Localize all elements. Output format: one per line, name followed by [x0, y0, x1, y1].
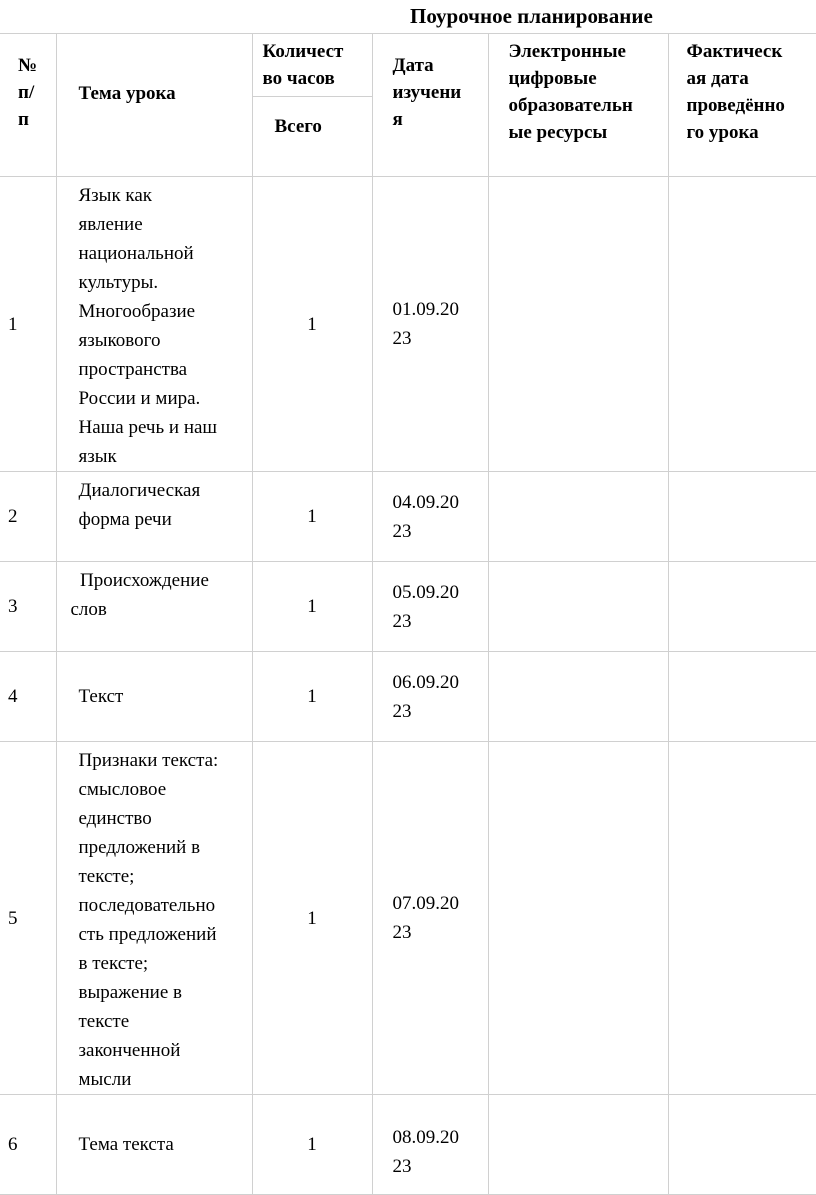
- header-total: Всего: [252, 97, 372, 177]
- header-hours: Количест во часов: [252, 34, 372, 97]
- lesson-plan-table: [0, 33, 816, 1195]
- row-topic: Признаки текста: смысловое единство предложений в тексте; последовательно сть предложений в тексте; выражение в тексте законченной мысли: [56, 742, 252, 1095]
- row-fact-date: [668, 562, 816, 652]
- table-row: [0, 742, 816, 1095]
- row-resources: [488, 742, 668, 1095]
- row-date: 01.09.20 23: [372, 177, 488, 472]
- row-hours: 1: [252, 1095, 372, 1195]
- row-topic: Текст: [56, 652, 252, 742]
- row-resources: [488, 652, 668, 742]
- row-number: 1: [0, 177, 56, 472]
- row-resources: [488, 562, 668, 652]
- header-topic: Тема урока: [56, 34, 252, 177]
- header-row: [0, 34, 816, 97]
- row-date: 07.09.20 23: [372, 742, 488, 1095]
- row-number: 4: [0, 652, 56, 742]
- table-row: [0, 177, 816, 472]
- row-hours: 1: [252, 562, 372, 652]
- row-topic: Происхождение слов: [56, 562, 252, 652]
- row-topic: Язык как явление национальной культуры. Многообразие языкового пространства России и мира. Наша речь и наш язык: [56, 177, 252, 472]
- row-hours: 1: [252, 472, 372, 562]
- table-row: [0, 652, 816, 742]
- row-number: 5: [0, 742, 56, 1095]
- row-topic: Тема текста: [56, 1095, 252, 1195]
- row-hours: 1: [252, 177, 372, 472]
- row-hours: 1: [252, 742, 372, 1095]
- row-resources: [488, 177, 668, 472]
- row-number: 2: [0, 472, 56, 562]
- row-date: 04.09.20 23: [372, 472, 488, 562]
- table-row: [0, 1095, 816, 1195]
- row-resources: [488, 1095, 668, 1195]
- row-fact-date: [668, 177, 816, 472]
- row-resources: [488, 472, 668, 562]
- row-number: 6: [0, 1095, 56, 1195]
- header-fact-date: Фактическ ая дата проведённо го урока: [668, 34, 816, 177]
- table-row: [0, 562, 816, 652]
- table-row: [0, 472, 816, 562]
- row-fact-date: [668, 1095, 816, 1195]
- row-topic: Диалогическая форма речи: [56, 472, 252, 562]
- row-number: 3: [0, 562, 56, 652]
- header-resources: Электронные цифровые образовательн ые ресурсы: [488, 34, 668, 177]
- row-date: 08.09.20 23: [372, 1095, 488, 1195]
- header-number: № п/ п: [0, 34, 56, 177]
- row-fact-date: [668, 472, 816, 562]
- row-hours: 1: [252, 652, 372, 742]
- header-date: Дата изучени я: [372, 34, 488, 177]
- row-fact-date: [668, 742, 816, 1095]
- row-date: 05.09.20 23: [372, 562, 488, 652]
- row-date: 06.09.20 23: [372, 652, 488, 742]
- row-fact-date: [668, 652, 816, 742]
- page-title: Поурочное планирование: [410, 4, 653, 28]
